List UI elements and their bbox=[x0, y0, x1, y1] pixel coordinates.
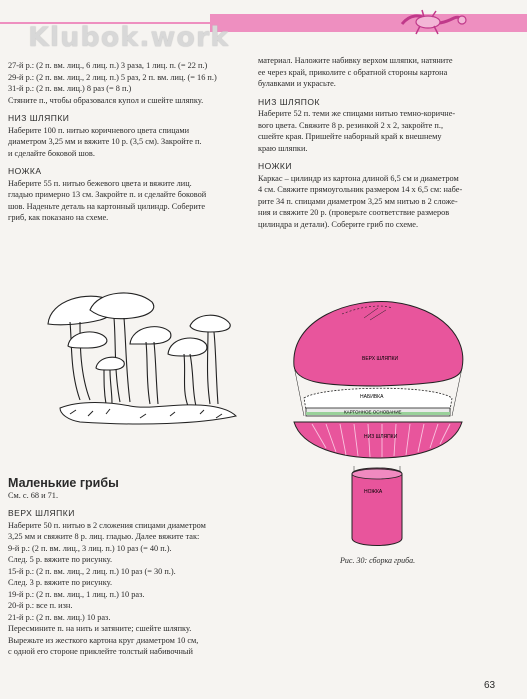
label-padding: НАБИВКА bbox=[360, 394, 384, 400]
text-line: Каркас – цилиндр из картона длиной 6,5 см и диаметром bbox=[258, 173, 459, 183]
text-line: 19-й р.: (2 п. вм. лиц., 1 лиц. п.) 10 раз. bbox=[8, 589, 145, 599]
pink-header-band bbox=[210, 14, 527, 32]
section-heading: НОЖКА bbox=[8, 166, 42, 176]
text-line: рите 34 п. спицами диаметром 3,25 мм нитью в 2 сложе- bbox=[258, 196, 458, 206]
text-line: гриб, как показано на схеме. bbox=[8, 213, 109, 222]
text-line: гладью примерно 13 см. Закройте п. и сделайте боковой bbox=[8, 190, 207, 199]
page-number: 63 bbox=[484, 680, 496, 691]
label-cardboard: КАРТОННОЕ ОСНОВАНИЕ bbox=[344, 409, 402, 415]
watermark: Klubok.work bbox=[28, 22, 230, 53]
stem-shape bbox=[352, 468, 402, 546]
text-line: Наберите 52 п. теми же спицами нитью темно-коричне- bbox=[258, 109, 456, 118]
text-line: Стяните п., чтобы образовался купол и сшейте шляпку. bbox=[8, 95, 204, 105]
text-line: Наберите 55 п. нитью бежевого цвета и вяжите лиц. bbox=[8, 178, 192, 188]
text-line: 4 см. Свяжите прямоугольник размером 14 х 6,5 см: набе- bbox=[258, 185, 463, 194]
text-line: 27-й р.: (2 п. вм. лиц., 6 лиц. п.) 3 раза, 1 лиц. п. (= 22 п.) bbox=[8, 61, 208, 70]
text-line: След. 3 р. вяжите по рисунку. bbox=[8, 578, 113, 587]
right-column-top bbox=[258, 55, 520, 230]
text-line: и сделайте боковой шов. bbox=[8, 148, 95, 158]
section-heading: НОЖКИ bbox=[258, 161, 292, 171]
page-reference: См. с. 68 и 71. bbox=[8, 490, 59, 500]
text-line: Наберите 100 п. нитью коричневого цвета спицами bbox=[8, 125, 190, 135]
section-title: Маленькие грибы bbox=[8, 476, 119, 490]
text-line: Пересмините п. на нить и затяните; сшейте шляпку. bbox=[8, 624, 192, 633]
label-cap-top: ВЕРХ ШЛЯПКИ bbox=[362, 356, 399, 362]
section-heading: НИЗ ШЛЯПОК bbox=[258, 96, 320, 107]
text-line: 31-й р.: (2 п. вм. лиц.) 8 раз (= 8 п.) bbox=[8, 84, 132, 93]
cap-top-shape bbox=[294, 302, 463, 386]
text-line: Вырежьте из жесткого картона круг диаметром 10 см, bbox=[8, 635, 199, 645]
mushroom-cluster-illustration bbox=[40, 282, 240, 432]
mushroom-assembly-diagram bbox=[282, 298, 477, 553]
text-line: вого цвета. Свяжите 8 р. резинкой 2 х 2, закройте п., bbox=[258, 120, 444, 130]
text-line: шов. Наденьте деталь на картонный цилиндр. Соберите bbox=[8, 201, 206, 211]
text-line: 15-й р.: (2 п. вм. лиц., 2 лиц. п.) 10 раз (= 30 п.). bbox=[8, 566, 176, 576]
text-line: 20-й р.: все п. изн. bbox=[8, 601, 73, 610]
text-line: 21-й р.: (2 п. вм. лиц.) 10 раз. bbox=[8, 612, 111, 622]
text-line: ее через край, приколите с обратной стороны картона bbox=[258, 67, 448, 77]
text-line: материал. Наложите набивку верхом шляпки, натяните bbox=[258, 56, 453, 65]
text-line: булавками и украсьте. bbox=[258, 79, 336, 88]
text-line: диаметром 3,25 мм и вяжите 10 р. (3,5 см). Закройте п. bbox=[8, 137, 202, 146]
text-line: цилиндра и детали). Соберите гриб по схеме. bbox=[258, 219, 419, 229]
left-column-top bbox=[8, 60, 248, 224]
section-heading: ВЕРХ ШЛЯПКИ bbox=[8, 508, 75, 518]
text-line: 9-й р.: (2 п. вм. лиц., 3 лиц. п.) 10 раз (= 40 п.). bbox=[8, 543, 172, 553]
text-line: 3,25 мм и свяжите 8 р. лиц. гладью. Далее вяжите так: bbox=[8, 532, 200, 541]
text-line: с одной его стороне приклейте толстый набивочный bbox=[8, 647, 193, 656]
text-line: ния и свяжите 20 р. (проверьте соответствие размеров bbox=[258, 208, 450, 217]
text-line: 29-й р.: (2 п. вм. лиц., 2 лиц. п.) 5 раз, 2 п. вм. лиц. (= 16 п.) bbox=[8, 72, 217, 82]
small-mushrooms-section bbox=[8, 478, 258, 658]
label-stem: НОЖКА bbox=[364, 489, 383, 495]
lizard-icon bbox=[398, 6, 468, 40]
label-cap-bottom: НИЗ ШЛЯПКИ bbox=[364, 434, 398, 440]
text-line: Наберите 50 п. нитью в 2 сложения спицами диаметром bbox=[8, 520, 206, 530]
text-line: сшейте края. Пришейте наборный край к внешнему bbox=[258, 132, 442, 141]
text-line: краю шляпки. bbox=[258, 143, 308, 153]
section-heading: НИЗ ШЛЯПКИ bbox=[8, 113, 70, 123]
figure-caption: Рис. 30: сборка гриба. bbox=[340, 556, 416, 565]
text-line: След. 5 р. вяжите по рисунку. bbox=[8, 555, 113, 564]
